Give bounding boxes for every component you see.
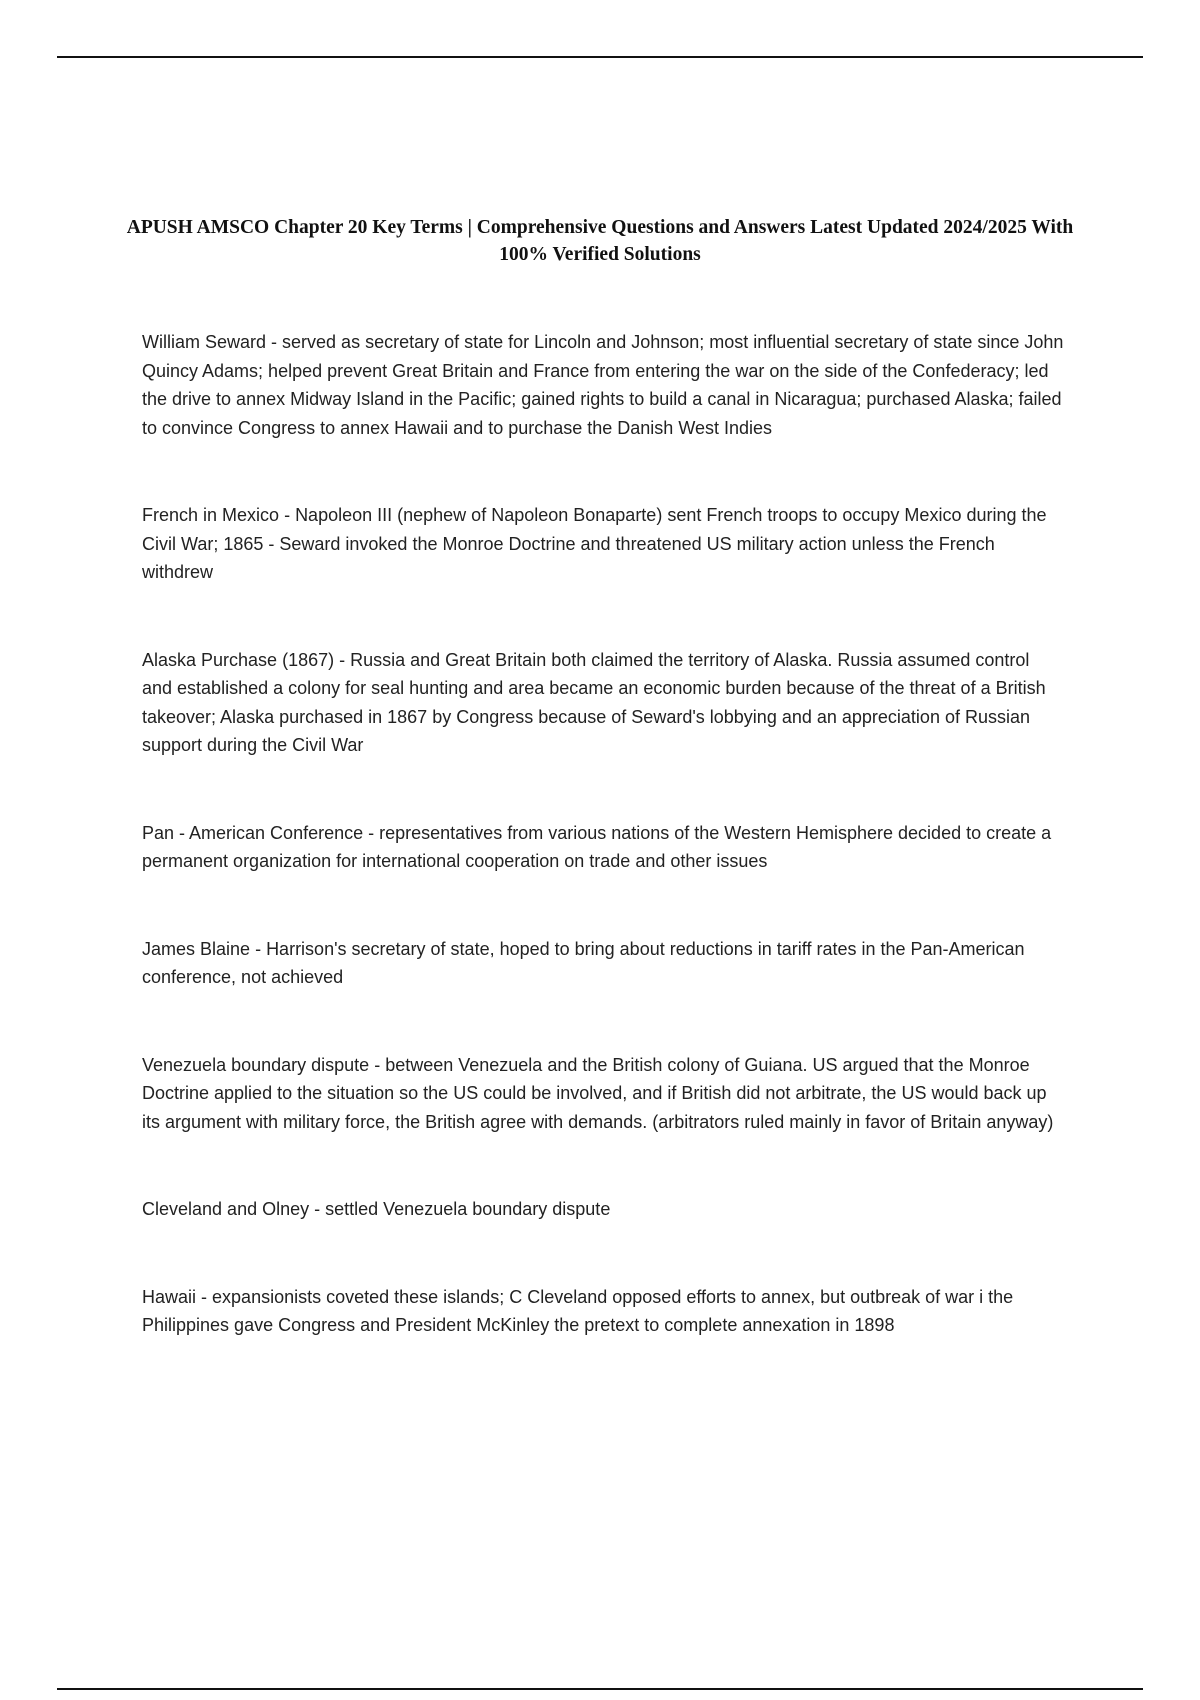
term-definition: between Venezuela and the British colony of Guiana. US argued that the Monroe Doctrine applied to the situation so the US could be involved, and if British did not arbitrate, the US would back up its argument with military force, the British agree with demands. (arbitrators ruled mainly in favor of Britain anyway) — [142, 1054, 1054, 1132]
term-entry-hawaii — [142, 1283, 1064, 1340]
document-title: APUSH AMSCO Chapter 20 Key Terms | Comprehensive Questions and Answers Latest Updated 2024/2025 With 100% Verified Solutions — [126, 217, 1074, 265]
term-definition: Napoleon III (nephew of Napoleon Bonaparte) sent French troops to occupy Mexico during the Civil War; 1865 - Seward invoked the Monroe Doctrine and threatened US military action unless the French withdrew — [142, 505, 1047, 582]
term-separator: - — [369, 1054, 386, 1075]
term-entry-french-in-mexico — [142, 501, 1064, 587]
term-name: Pan - American Conference — [142, 822, 364, 843]
term-name: James Blaine — [142, 938, 251, 959]
term-separator: - — [196, 1286, 213, 1307]
term-definition: representatives from various nations of the Western Hemisphere decided to create a permanent organization for international cooperation on trade and other issues — [142, 822, 1052, 871]
term-entry-pan-american-conference — [142, 819, 1064, 876]
top-rule — [57, 56, 1143, 58]
term-entry-james-blaine — [142, 935, 1064, 992]
term-name: Hawaii — [142, 1286, 197, 1307]
term-name: Venezuela boundary dispute — [142, 1054, 370, 1075]
term-name: William Seward — [142, 332, 267, 352]
term-separator: - — [266, 332, 283, 352]
term-name: Cleveland and Olney — [142, 1199, 310, 1219]
term-entry-alaska-purchase — [142, 646, 1064, 760]
term-separator: - — [279, 505, 296, 525]
term-definition: served as secretary of state for Lincoln and Johnson; most influential secretary of state since John Quincy Adams; helped prevent Great Britain and France from entering the war on the side of the Confederacy; led the drive to annex Midway Island in the Pacific; gained rights to build a canal in Nicaragua; purchased Alaska; failed to convince Congress to annex Hawaii and to purchase the Danish West Indies — [142, 332, 1064, 438]
term-entry-venezuela-boundary-dispute — [142, 1051, 1064, 1137]
term-separator: - — [363, 822, 380, 843]
term-entry-cleveland-and-olney — [142, 1195, 1064, 1224]
term-name: French in Mexico — [142, 505, 280, 525]
term-separator: - — [309, 1199, 326, 1219]
term-separator: - — [334, 649, 351, 670]
term-definition: settled Venezuela boundary dispute — [325, 1199, 611, 1219]
term-separator: - — [250, 938, 267, 959]
key-terms-list — [142, 328, 1064, 1340]
term-definition: Harrison's secretary of state, hoped to bring about reductions in tariff rates in the Pan-American conference, not achieved — [142, 938, 1025, 987]
term-entry-william-seward — [142, 328, 1064, 442]
term-definition: expansionists coveted these islands; C Cleveland opposed efforts to annex, but outbreak of war i the Philippines gave Congress and President McKinley the pretext to complete annexation in 1898 — [142, 1286, 1014, 1335]
term-name: Alaska Purchase (1867) — [142, 649, 335, 670]
term-definition: Russia and Great Britain both claimed the territory of Alaska. Russia assumed control and established a colony for seal hunting and area became an economic burden because of the threat of a British takeover; Alaska purchased in 1867 by Congress because of Seward's lobbying and an appreciation of Russian support during the Civil War — [142, 649, 1046, 755]
bottom-rule — [57, 1688, 1143, 1690]
